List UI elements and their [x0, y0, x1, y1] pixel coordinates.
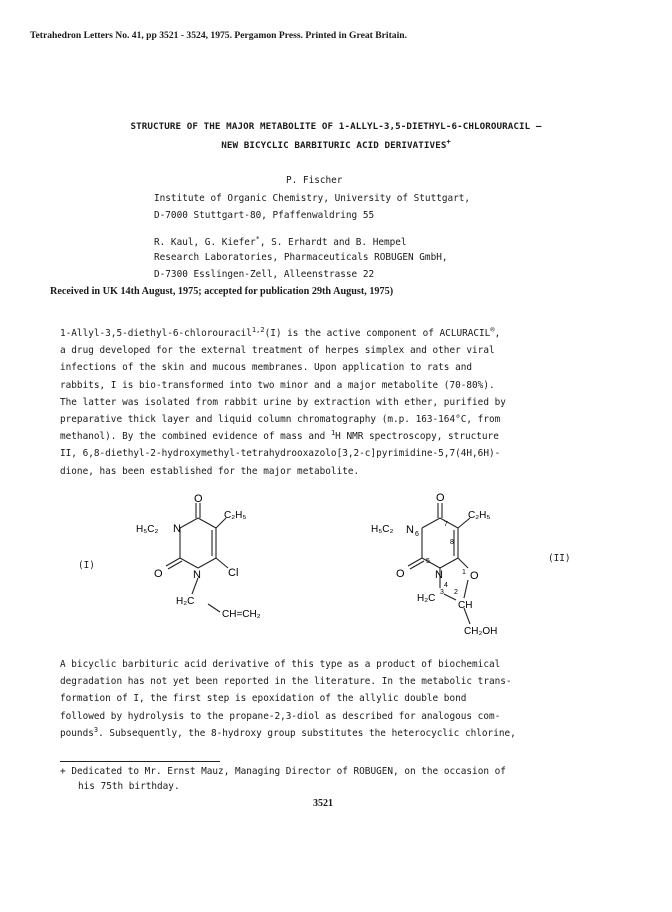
affiliation-1-line-1: Institute of Organic Chemistry, University of Stuttgart,: [154, 193, 471, 204]
footnote-mark: +: [60, 766, 66, 777]
intro-line-7a: methanol). By the combined evidence of mass and: [60, 431, 331, 443]
footnote-line-1: [60, 764, 506, 779]
s2-num-7: 7: [444, 521, 448, 528]
s1-ethyl-right: C₂H₅: [224, 510, 247, 521]
intro-line-1b: (I) is the active component of ACLURACIL: [264, 328, 491, 339]
s1-cl: Cl: [228, 567, 239, 579]
s2-ethyl-left: H₅C₂: [371, 524, 394, 535]
s2-ethyl-right: C₂H₅: [468, 510, 491, 521]
intro-line-1a: 1-Allyl-3,5-diethyl-6-chlorouracil: [60, 328, 252, 339]
intro-line-2: a drug developed for the external treatment of herpes simplex and other viral: [60, 345, 495, 357]
intro-line-4: rabbits, I is bio-transformed into two minor and a major metabolite (70-80%).: [60, 379, 495, 391]
body-line-5: [60, 725, 620, 742]
ref-sup-1-2: 1,2: [251, 326, 265, 334]
body-line-1: A bicyclic barbituric acid derivative of this type as a product of biochemical: [60, 659, 501, 670]
nmr-sup: 1: [330, 429, 336, 438]
s2-num-8: 8: [450, 539, 454, 546]
intro-line-1c: ,: [494, 328, 501, 339]
s2-num-1: 1: [462, 569, 466, 576]
author-star-mark: *: [255, 235, 260, 243]
s2-num-3: 3: [440, 589, 444, 596]
body-line-3: formation of I, the first step is epoxidation of the allylic double bond: [60, 693, 467, 705]
s1-n3: N: [173, 523, 181, 535]
author-fischer: P. Fischer: [286, 175, 343, 186]
s2-ch2oh: CH₂OH: [464, 626, 498, 637]
intro-line-7b: H NMR spectroscopy, structure: [335, 431, 499, 443]
s1-o-left: O: [154, 568, 163, 580]
body-line-5b: . Subsequently, the 8-hydroxy group substitutes the heterocyclic chlorine,: [98, 727, 516, 739]
s2-o-top: O: [436, 492, 445, 504]
s1-n1: N: [193, 569, 201, 581]
received-dates: Received in UK 14th August, 1975; accepted for publication 29th August, 1975): [50, 286, 394, 297]
intro-line-3: infections of the skin and mucous membranes. Upon application to rats and: [60, 362, 473, 374]
s1-vinyl: CH=CH₂: [222, 609, 261, 620]
intro-paragraph: [60, 325, 620, 480]
s1-ethyl-left: H₅C₂: [136, 524, 159, 535]
s1-ch2: H₂C: [176, 596, 195, 607]
author-list-2-a: R. Kaul, G. Kiefer: [154, 237, 256, 249]
body-line-5a: pounds: [60, 727, 94, 739]
intro-line-7: [60, 428, 620, 445]
s2-num-5: 5: [426, 558, 430, 565]
s2-num-4: 4: [444, 582, 448, 589]
page-number: 3521: [313, 798, 333, 809]
body-line-2: degradation has not yet been reported in the literature. In the metabolic trans-: [60, 676, 512, 688]
s2-ch: CH: [458, 600, 473, 611]
s2-n4: N: [435, 569, 443, 581]
affiliation-2-line-1: Research Laboratories, Pharmaceuticals ROBUGEN GmbH,: [154, 252, 448, 263]
footnote: [60, 764, 506, 794]
body-paragraph: [60, 656, 620, 742]
s2-num-2: 2: [454, 589, 458, 596]
intro-line-8: II, 6,8-diethyl-2-hydroxymethyl-tetrahydrooxazolo[3,2-c]pyrimidine-5,7(4H,6H)-: [60, 448, 501, 460]
structure-label-II: (II): [548, 553, 571, 564]
s2-n6: N: [406, 524, 414, 536]
intro-line-1: [60, 325, 620, 342]
paper-title-line-1: STRUCTURE OF THE MAJOR METABOLITE OF 1-ALLYL-3,5-DIETHYL-6-CHLOROURACIL —: [130, 121, 542, 132]
structure-label-I: (I): [78, 560, 95, 571]
s2-n6-num: 6: [415, 531, 419, 538]
title-footnote-mark: +: [446, 138, 451, 146]
structure-II-diagram: [360, 488, 550, 648]
intro-line-5: The latter was isolated from rabbit urine by extraction with ether, purified by: [60, 396, 506, 408]
body-line-4: followed by hydrolysis to the propane-2,3-diol as described for analogous com-: [60, 710, 501, 722]
s2-ch2: H₂C: [417, 593, 436, 604]
footnote-line-2: his 75th birthday.: [78, 781, 180, 792]
ref-sup-3: 3: [93, 725, 99, 734]
author-list-2: [154, 235, 407, 248]
intro-line-9: dione, has been established for the major metabolite.: [60, 465, 360, 477]
structure-I-diagram: [120, 490, 300, 640]
journal-header: Tetrahedron Letters No. 41, pp 3521 - 3524, 1975. Pergamon Press. Printed in Great Britain.: [30, 30, 407, 41]
affiliation-2-line-2: D-7300 Esslingen-Zell, Alleenstrasse 22: [154, 269, 375, 280]
s2-o-left: O: [396, 568, 405, 580]
footnote-rule: [60, 761, 220, 762]
paper-title-line-2-text: NEW BICYCLIC BARBITURIC ACID DERIVATIVES: [221, 140, 447, 152]
intro-line-6: preparative thick layer and liquid column chromatography (m.p. 163-164°C, from: [60, 414, 501, 426]
s1-o-top: O: [194, 493, 203, 505]
author-list-2-b: , S. Erhardt and B. Hempel: [259, 237, 407, 249]
paper-title-line-2: [0, 138, 672, 151]
affiliation-1-line-2: D-7000 Stuttgart-80, Pfaffenwaldring 55: [154, 210, 375, 221]
registered-mark: ®: [490, 326, 495, 334]
footnote-line-1-text: Dedicated to Mr. Ernst Mauz, Managing Director of ROBUGEN, on the occasion of: [71, 766, 506, 777]
s2-o1: O: [470, 570, 479, 582]
